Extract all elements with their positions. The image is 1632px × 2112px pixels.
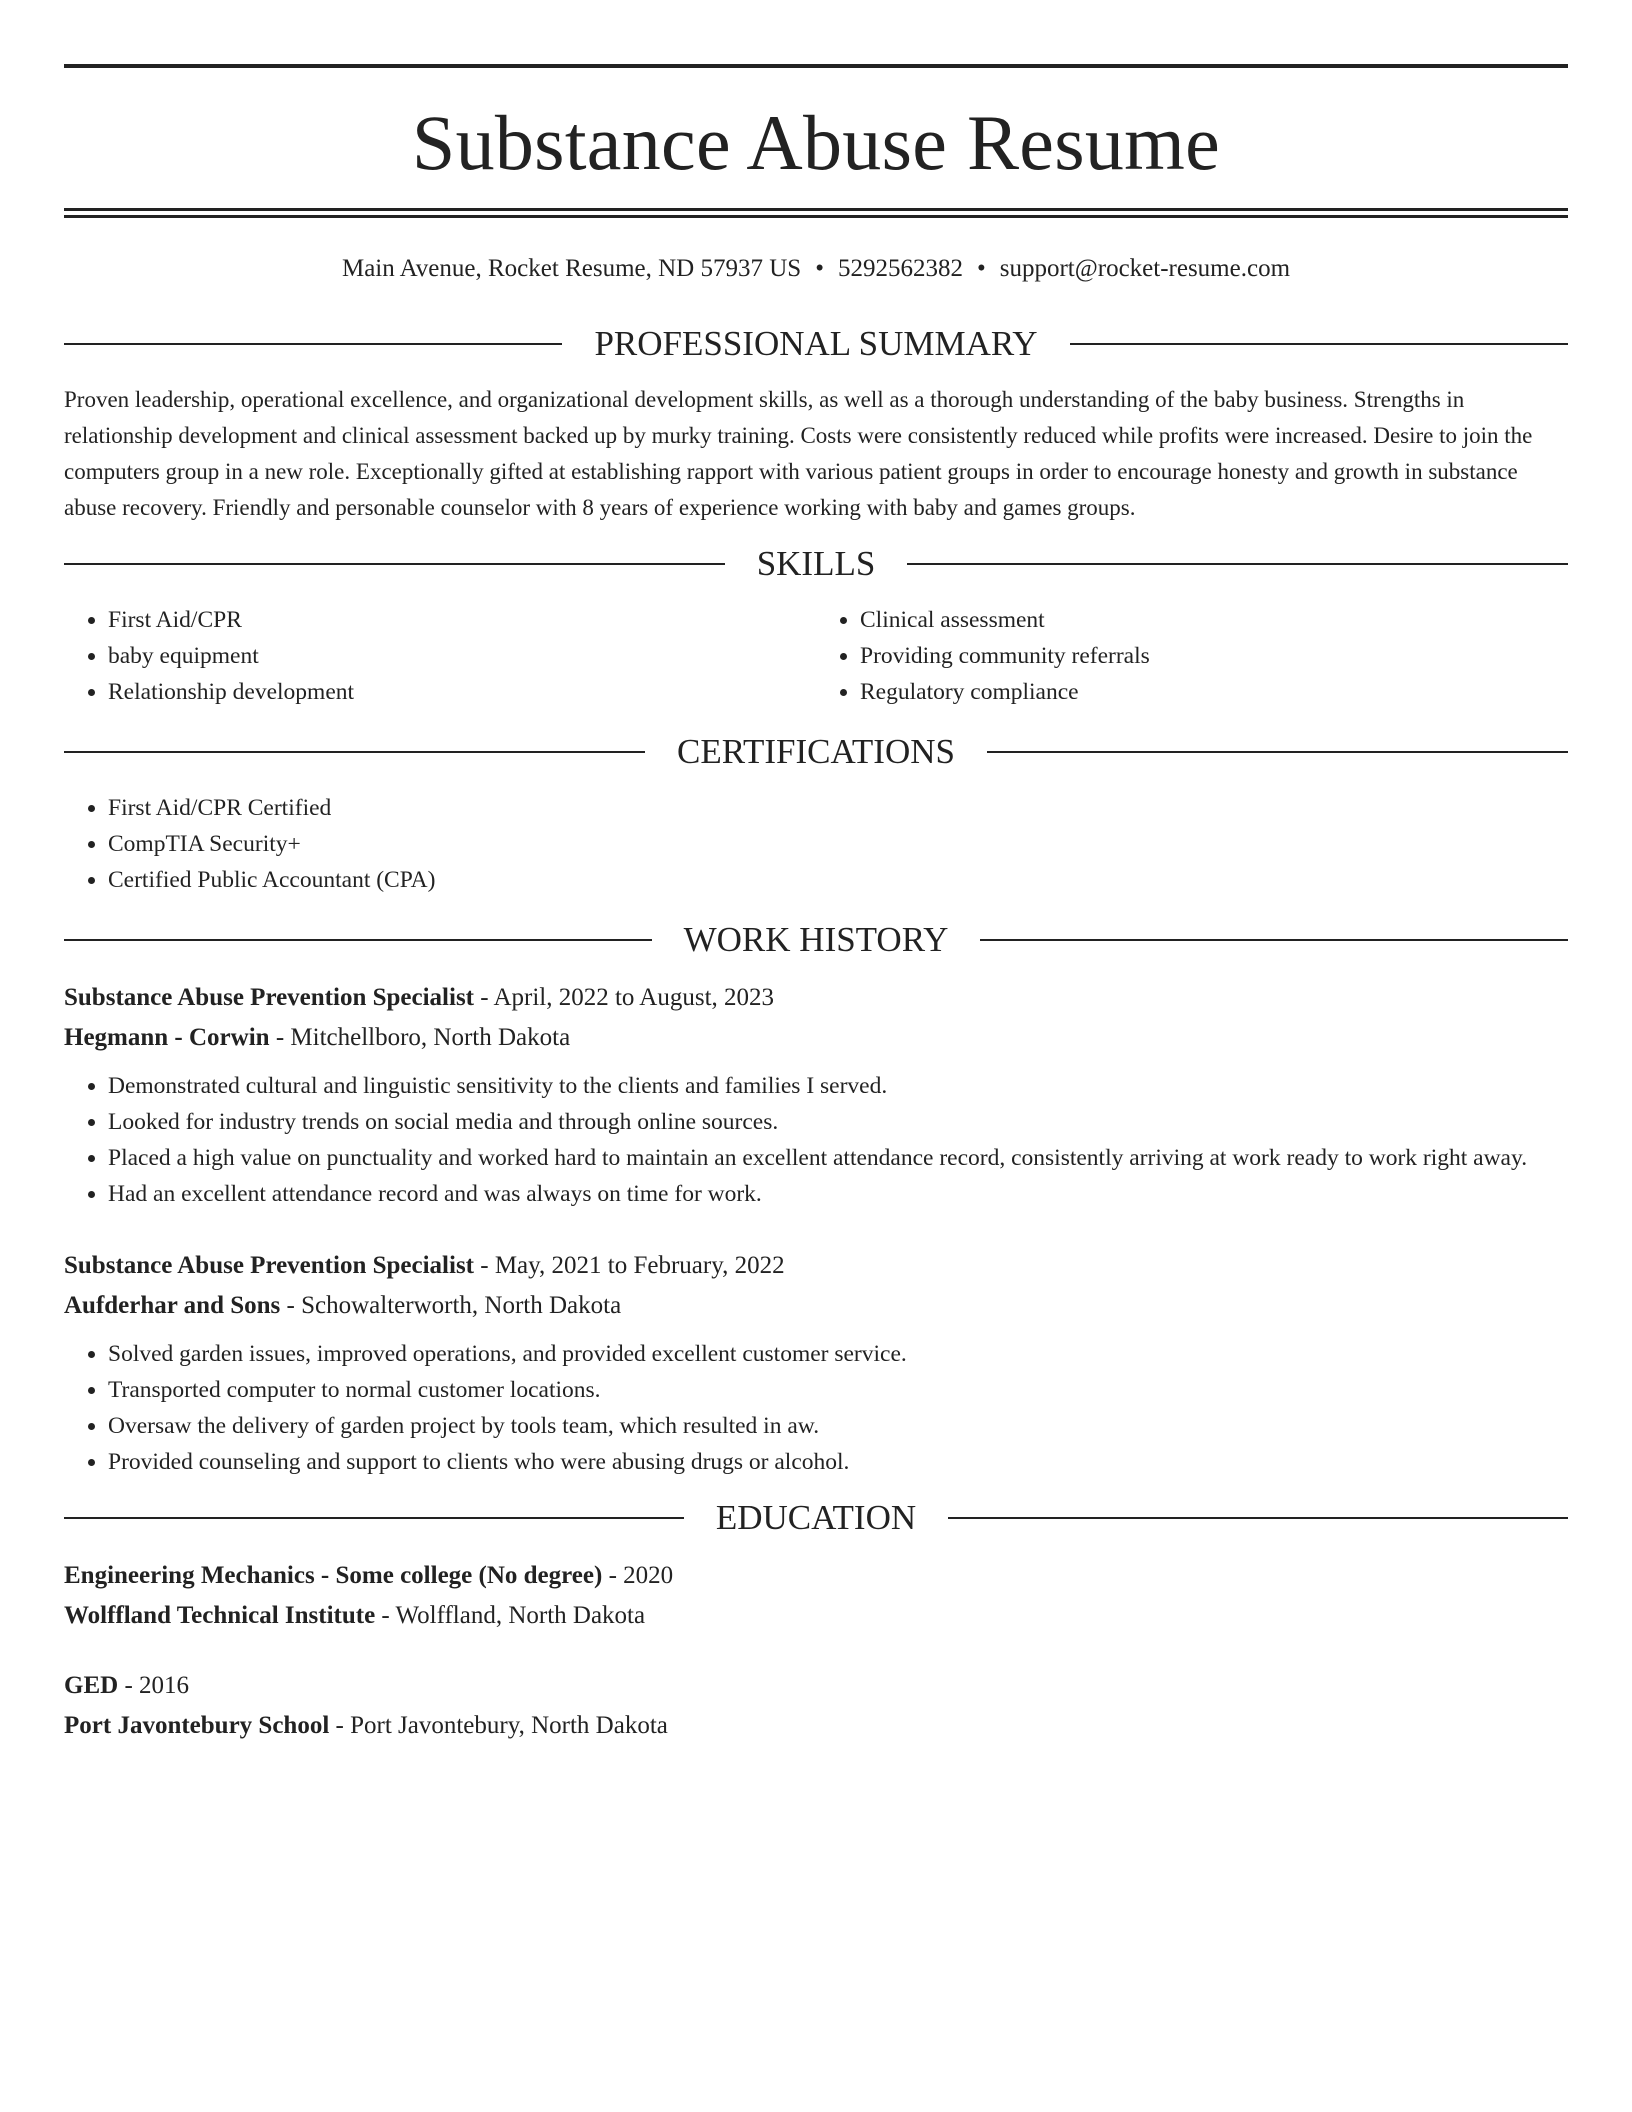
section-header-education: [64, 1498, 1568, 1538]
education-school: Port Javontebury School: [64, 1712, 330, 1739]
job-bullet: • Provided counseling and support to clients who were abusing drugs or alcohol.: [108, 1444, 1568, 1480]
contact-separator: •: [976, 255, 986, 282]
skills-column-right: [816, 602, 1568, 710]
section-title: CERTIFICATIONS: [677, 732, 955, 771]
section-rule: [64, 939, 652, 941]
skills-list: [64, 602, 1568, 710]
education-school-line: [64, 1706, 1568, 1746]
certification-item: • First Aid/CPR Certified: [108, 790, 1568, 826]
skill-item: • Clinical assessment: [860, 602, 1568, 638]
summary-text: Proven leadership, operational excellence, and organizational development skills, as well as a thorough understanding of the baby business. Strengths in relationship development and clinical assessment backed up by murky training. Costs were consistently reduced while profits were increased. Desire to join the computers group in a new role. Exceptionally gifted at establishing rapport with various patient groups in order to encourage honesty and growth in substance abuse recovery. Friendly and personable counselor with 8 years of experience working with baby and games groups.: [64, 387, 1533, 520]
section-rule: [907, 563, 1568, 565]
section-rule: [987, 751, 1568, 753]
contact-phone: 5292562382: [837, 255, 963, 282]
job-bullets: [64, 1336, 1568, 1480]
job-bullet: • Oversaw the delivery of garden project by tools team, which resulted in aw.: [108, 1408, 1568, 1444]
job-bullet: • Had an excellent attendance record and was always on time for work.: [108, 1176, 1568, 1212]
section-rule: [948, 1517, 1568, 1519]
certifications-list: [64, 790, 1568, 898]
education-year: - 2016: [118, 1672, 190, 1699]
job-bullet: • Looked for industry trends on social media and through online sources.: [108, 1104, 1568, 1140]
top-rule: [64, 64, 1568, 68]
job-dates: - May, 2021 to February, 2022: [474, 1252, 785, 1279]
section-rule: [980, 939, 1568, 941]
job-entry: [64, 1246, 1568, 1480]
job-dates: - April, 2022 to August, 2023: [474, 984, 775, 1011]
skills-column-left: [64, 602, 816, 710]
education-degree-line: [64, 1666, 1568, 1706]
section-title: PROFESSIONAL SUMMARY: [594, 324, 1038, 363]
education-school-line: [64, 1596, 1568, 1636]
education-degree: GED: [64, 1672, 119, 1699]
job-bullet: • Solved garden issues, improved operations, and provided excellent customer service.: [108, 1336, 1568, 1372]
section-title: WORK HISTORY: [683, 920, 949, 959]
skill-item: • baby equipment: [108, 638, 816, 674]
section-rule: [64, 751, 645, 753]
resume-page: [64, 64, 1568, 1746]
job-bullet: • Placed a high value on punctuality and worked hard to maintain an excellent attendance record, consistently arriving at work ready to work right away.: [108, 1140, 1568, 1176]
section-rule: [64, 343, 562, 345]
job-title: Substance Abuse Prevention Specialist: [64, 984, 474, 1011]
education-school: Wolffland Technical Institute: [64, 1602, 376, 1629]
certification-item: • CompTIA Security+: [108, 826, 1568, 862]
education-location: - Wolffland, North Dakota: [375, 1602, 646, 1629]
education-year: - 2020: [602, 1562, 674, 1589]
double-rule: [64, 208, 1568, 218]
skill-item: • Relationship development: [108, 674, 816, 710]
job-company-line: [64, 1286, 1568, 1326]
section-rule: [1070, 343, 1568, 345]
section-title: SKILLS: [756, 544, 876, 583]
job-company: Hegmann - Corwin: [64, 1024, 270, 1051]
education-entry: [64, 1666, 1568, 1746]
education-location: - Port Javontebury, North Dakota: [329, 1712, 668, 1739]
section-header-work-history: [64, 920, 1568, 960]
education-degree-line: [64, 1556, 1568, 1596]
contact-email: support@rocket-resume.com: [999, 255, 1291, 282]
contact-separator: •: [815, 255, 824, 282]
job-title-line: [64, 978, 1568, 1018]
job-bullet: • Demonstrated cultural and linguistic sensitivity to the clients and families I served.: [108, 1068, 1568, 1104]
contact-address: Main Avenue, Rocket Resume, ND 57937 US: [341, 255, 802, 282]
contact-line: [64, 254, 1568, 284]
section-header-certifications: [64, 732, 1568, 772]
job-company-line: [64, 1018, 1568, 1058]
job-title-line: [64, 1246, 1568, 1286]
skill-item: • Regulatory compliance: [860, 674, 1568, 710]
section-header-skills: [64, 544, 1568, 584]
section-header-summary: [64, 324, 1568, 364]
section-rule: [64, 563, 725, 565]
section-title: EDUCATION: [715, 1498, 917, 1537]
job-location: - Schowalterworth, North Dakota: [280, 1292, 622, 1319]
job-bullet: • Transported computer to normal customer locations.: [108, 1372, 1568, 1408]
skill-item: • First Aid/CPR: [108, 602, 816, 638]
job-location: - Mitchellboro, North Dakota: [269, 1024, 571, 1051]
job-company: Aufderhar and Sons: [64, 1292, 281, 1319]
skill-item: • Providing community referrals: [860, 638, 1568, 674]
job-bullets: [64, 1068, 1568, 1212]
job-entry: [64, 978, 1568, 1212]
job-title: Substance Abuse Prevention Specialist: [64, 1252, 474, 1279]
resume-title: Substance Abuse Resume: [411, 99, 1221, 186]
certification-item: • Certified Public Accountant (CPA): [108, 862, 1568, 898]
education-entry: [64, 1556, 1568, 1636]
section-rule: [64, 1517, 684, 1519]
education-degree: Engineering Mechanics - Some college (No degree): [64, 1562, 603, 1589]
